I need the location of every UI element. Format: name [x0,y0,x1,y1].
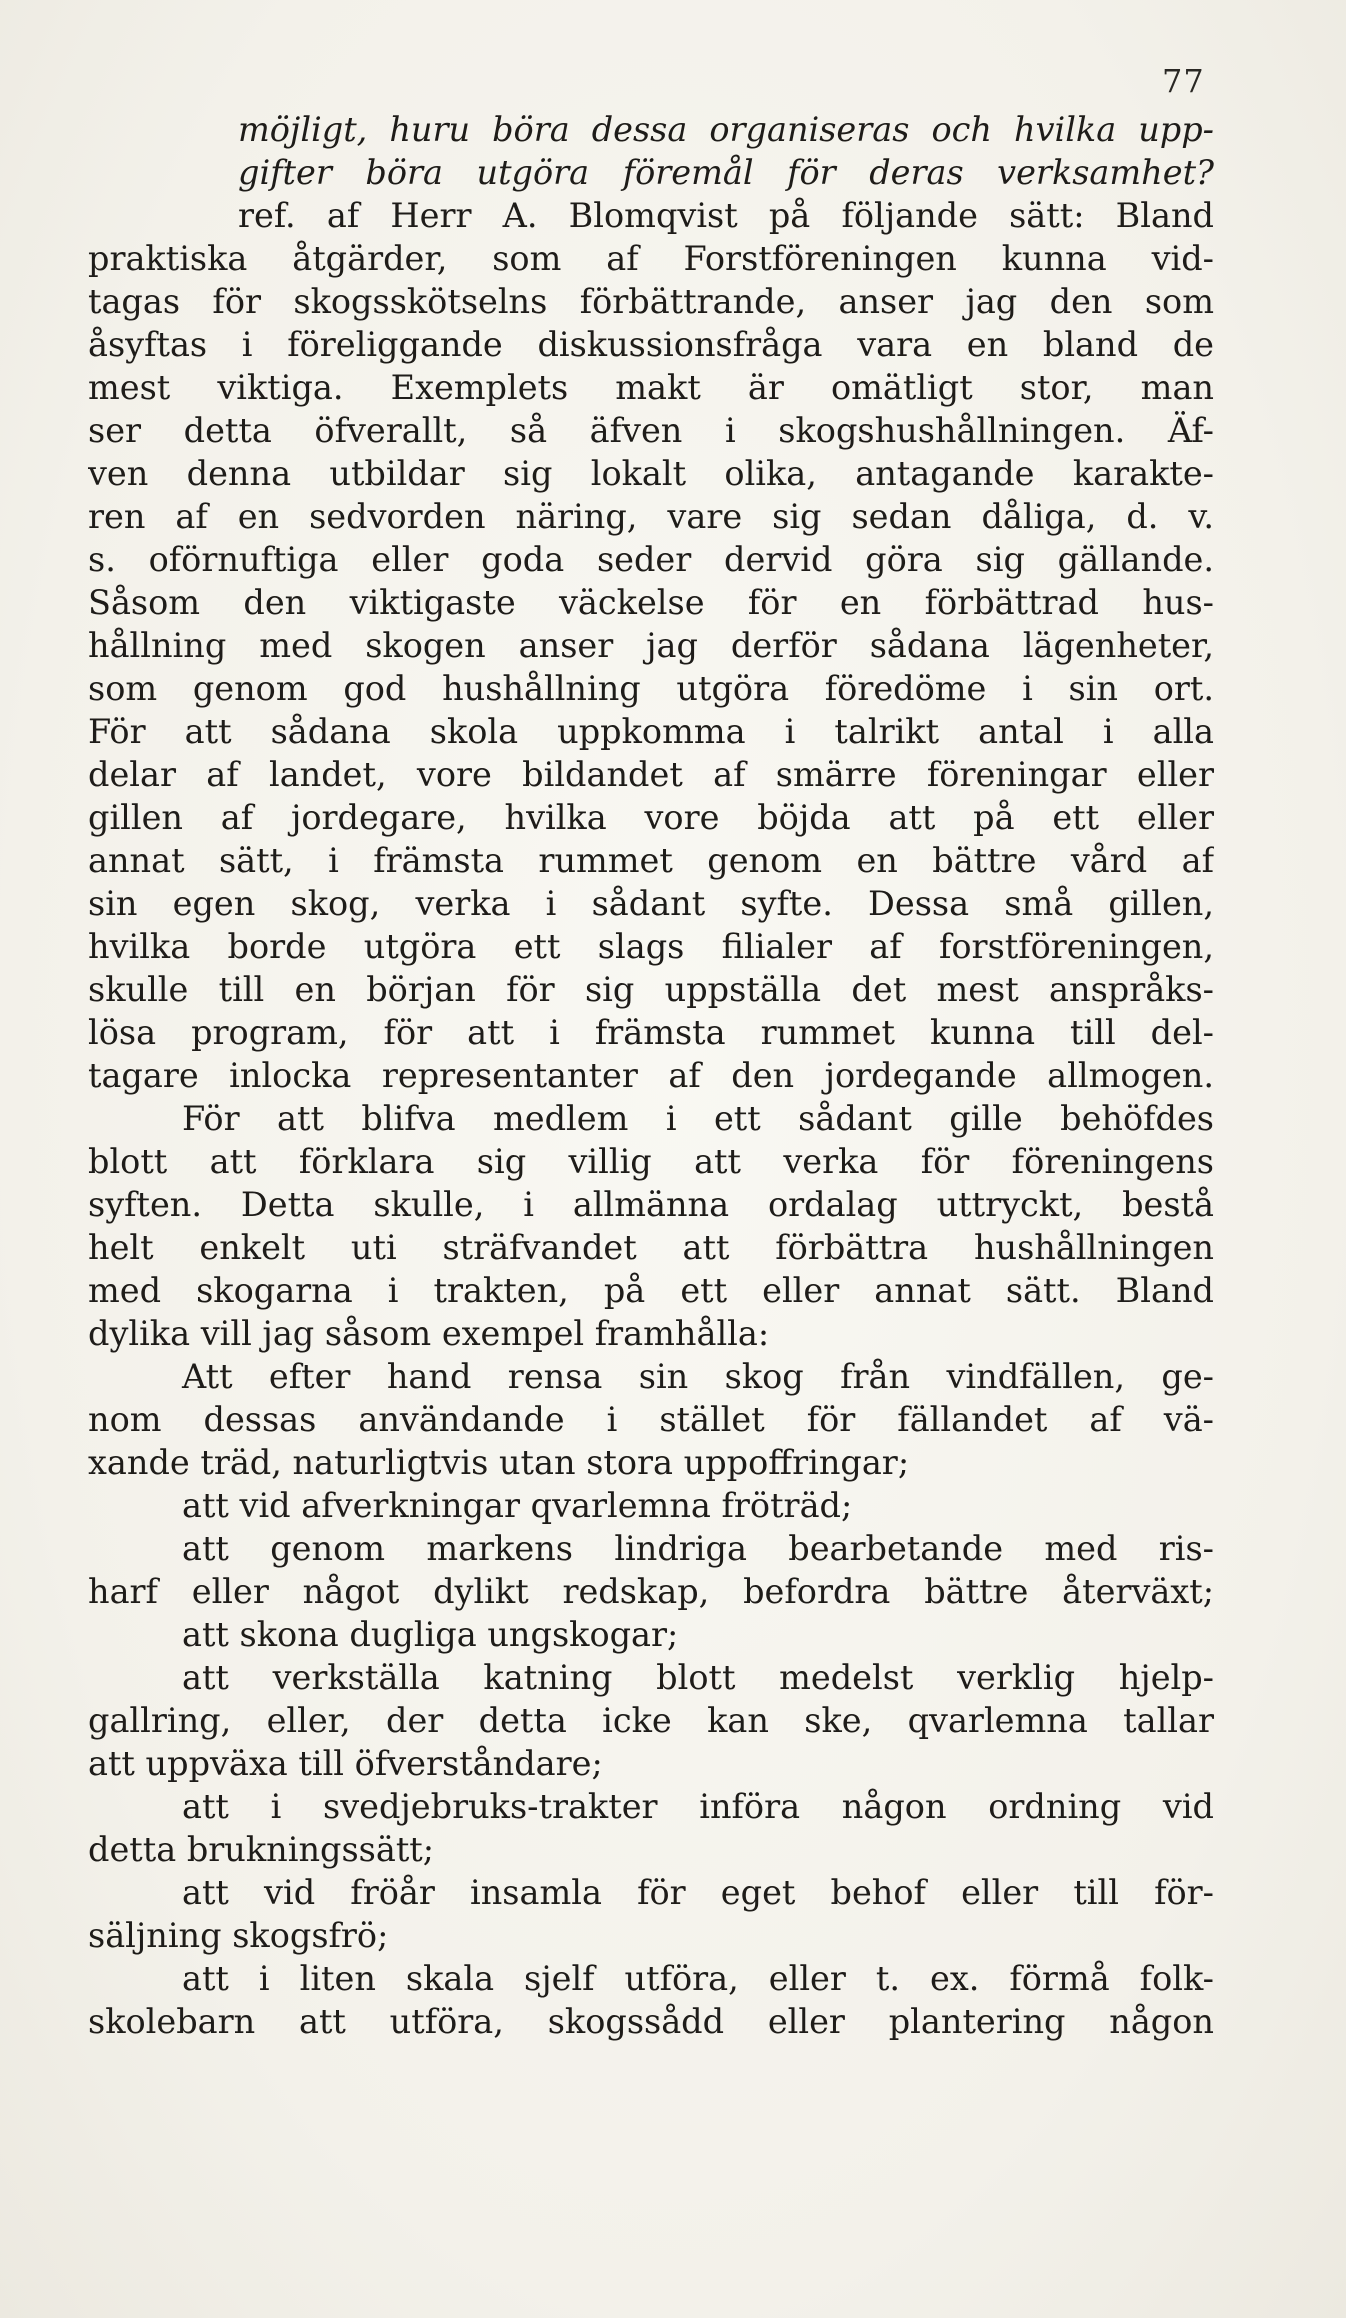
text-line: gifter böra utgöra föremål för deras verksamhet? [238,153,1214,192]
text-line: För att sådana skola uppkomma i talrikt antal i alla [88,712,1214,751]
page-number: 77 [1162,62,1205,100]
text-line: att i svedjebruks-trakter införa någon ordning vid [182,1787,1214,1826]
text-line: åsyftas i föreliggande diskussionsfråga vara en bland de [88,325,1214,364]
body-text [88,108,1214,2043]
text-line: att genom markens lindriga bearbetande med ris- [182,1529,1214,1568]
text-line: med skogarna i trakten, på ett eller annat sätt. Bland [88,1271,1214,1310]
text-line: gallring, eller, der detta icke kan ske, qvarlemna tallar [88,1701,1214,1740]
text-line: hållning med skogen anser jag derför sådana lägenheter, [88,626,1214,665]
text-line: praktiska åtgärder, som af Forstföreningen kunna vid- [88,239,1214,278]
text-line: ref. af Herr A. Blomqvist på följande sätt: Bland [238,196,1214,235]
text-line: Såsom den viktigaste väckelse för en förbättrad hus- [88,583,1214,622]
text-line: säljning skogsfrö; [88,1916,389,1955]
text-line: skolebarn att utföra, skogssådd eller plantering någon [88,2002,1214,2041]
text-line: annat sätt, i främsta rummet genom en bättre vård af [88,841,1214,880]
text-line: att skona dugliga ungskogar; [182,1615,679,1654]
text-line: detta brukningssätt; [88,1830,435,1869]
text-line: xande träd, naturligtvis utan stora uppoffringar; [88,1443,910,1482]
text-line: ser detta öfverallt, så äfven i skogshushållningen. Äf- [88,411,1214,450]
text-line: hvilka borde utgöra ett slags filialer af forstföreningen, [88,927,1214,966]
text-line: dylika vill jag såsom exempel framhålla: [88,1314,770,1353]
text-line: harf eller något dylikt redskap, befordra bättre återväxt; [88,1572,1214,1611]
text-line: tagas för skogsskötselns förbättrande, anser jag den som [88,282,1214,321]
text-line: s. oförnuftiga eller goda seder dervid göra sig gällande. [88,540,1214,579]
text-line: helt enkelt uti sträfvandet att förbättra hushållningen [88,1228,1214,1267]
text-line: ren af en sedvorden näring, vare sig sedan dåliga, d. v. [88,497,1214,536]
text-line: Att efter hand rensa sin skog från vindfällen, ge- [182,1357,1214,1396]
text-line: att verkställa katning blott medelst verklig hjelp- [182,1658,1214,1697]
text-line: blott att förklara sig villig att verka för föreningens [88,1142,1214,1181]
text-line: att i liten skala sjelf utföra, eller t. ex. förmå folk- [182,1959,1214,1998]
text-line: delar af landet, vore bildandet af smärre föreningar eller [88,755,1214,794]
text-line: ven denna utbildar sig lokalt olika, antagande karakte- [88,454,1214,493]
text-line: För att blifva medlem i ett sådant gille behöfdes [182,1099,1214,1138]
text-line: som genom god hushållning utgöra föredöme i sin ort. [88,669,1214,708]
text-line: möjligt, huru böra dessa organiseras och hvilka upp- [238,110,1214,149]
text-line: gillen af jordegare, hvilka vore böjda att på ett eller [88,798,1214,837]
text-line: nom dessas användande i stället för fällandet af vä- [88,1400,1214,1439]
text-line: att vid fröår insamla för eget behof eller till för- [182,1873,1214,1912]
text-line: skulle till en början för sig uppställa det mest anspråks- [88,970,1214,1009]
text-line: tagare inlocka representanter af den jordegande allmogen. [88,1056,1214,1095]
text-line: syften. Detta skulle, i allmänna ordalag uttryckt, bestå [88,1185,1214,1224]
text-line: lösa program, för att i främsta rummet kunna till del- [88,1013,1214,1052]
text-line: att vid afverkningar qvarlemna fröträd; [182,1486,853,1525]
text-line: att uppväxa till öfverståndare; [88,1744,603,1783]
text-line: sin egen skog, verka i sådant syfte. Dessa små gillen, [88,884,1214,923]
text-line: mest viktiga. Exemplets makt är omätligt stor, man [88,368,1214,407]
